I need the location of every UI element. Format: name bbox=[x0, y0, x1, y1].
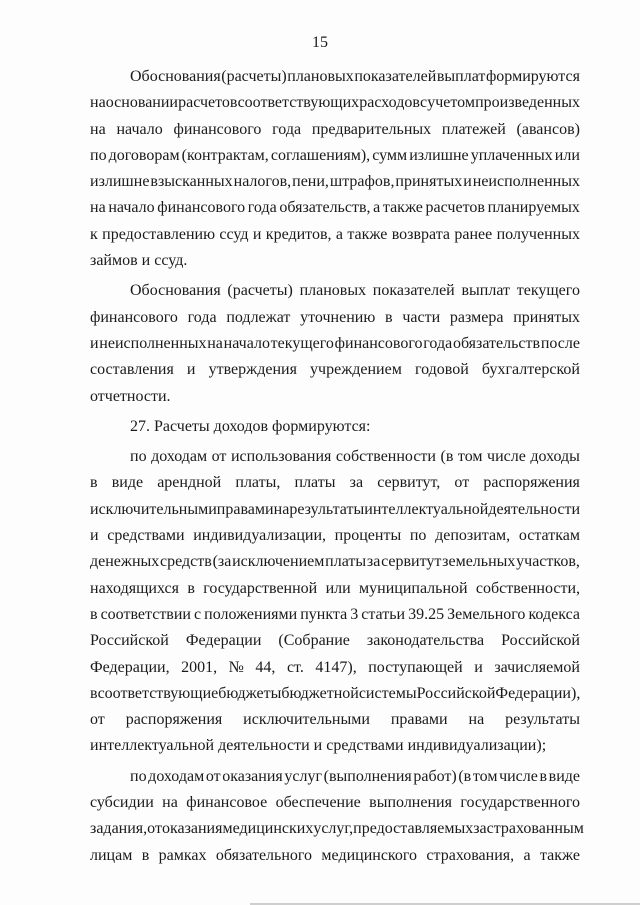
text-line bbox=[90, 707, 580, 733]
word: за bbox=[366, 553, 381, 571]
word: от bbox=[454, 474, 470, 492]
word: средствами bbox=[107, 527, 185, 545]
word: учреждением bbox=[310, 361, 402, 379]
word: в bbox=[141, 846, 150, 864]
text-line bbox=[90, 549, 580, 575]
text-line bbox=[90, 790, 580, 816]
word: арендной bbox=[157, 474, 222, 492]
text-line bbox=[90, 278, 580, 304]
word: исключительными bbox=[90, 500, 217, 518]
word: виде bbox=[111, 474, 144, 492]
word: обязательного bbox=[215, 846, 313, 864]
word: числе bbox=[487, 448, 526, 466]
word: года bbox=[247, 199, 277, 217]
word: бюджеты bbox=[218, 684, 282, 702]
word: уточнению bbox=[300, 308, 376, 326]
document-body bbox=[90, 64, 584, 869]
word: соответствующие bbox=[97, 684, 219, 702]
word: рамках bbox=[158, 846, 207, 864]
word: 39.25 bbox=[408, 605, 445, 623]
word: медицинского bbox=[321, 846, 418, 864]
word: государственной bbox=[203, 579, 318, 597]
text-line bbox=[90, 655, 580, 681]
word: взысканных bbox=[150, 173, 233, 191]
word: и bbox=[252, 225, 262, 243]
word: результаты bbox=[289, 500, 365, 518]
word: работ) bbox=[413, 767, 457, 785]
word: 44, bbox=[255, 658, 276, 676]
text-line bbox=[90, 576, 580, 602]
text-line bbox=[90, 470, 580, 496]
paragraph bbox=[90, 64, 580, 274]
word: статьи bbox=[361, 605, 406, 623]
word: результаты bbox=[505, 711, 580, 729]
word: кодекса bbox=[528, 605, 580, 623]
word: начало bbox=[223, 334, 270, 352]
word: принятых bbox=[513, 308, 580, 326]
word: предварительных bbox=[311, 120, 432, 138]
word: услуг bbox=[284, 767, 323, 785]
word: неисполненных bbox=[472, 173, 580, 191]
word: излишне bbox=[409, 146, 469, 164]
word: платежей bbox=[441, 120, 506, 138]
word: (Собрание bbox=[278, 632, 350, 650]
word: формируются bbox=[485, 68, 580, 85]
text-line bbox=[90, 628, 580, 654]
word: земельных bbox=[442, 553, 516, 571]
word: показателей bbox=[372, 282, 455, 300]
word: на bbox=[207, 334, 223, 352]
word: года bbox=[423, 334, 453, 352]
word: также bbox=[382, 199, 423, 217]
text-line: отчетности. bbox=[90, 387, 171, 405]
word: доходы bbox=[530, 448, 580, 466]
word: депозитам, bbox=[435, 527, 511, 545]
word: полученных bbox=[496, 225, 580, 243]
word: государственного bbox=[460, 794, 580, 812]
word: платы bbox=[325, 553, 367, 571]
word: Российской bbox=[416, 684, 496, 702]
word: денежных bbox=[90, 553, 160, 571]
word: предоставлению bbox=[102, 225, 216, 243]
word: от bbox=[90, 711, 105, 729]
word: (за bbox=[212, 553, 232, 571]
word: в bbox=[385, 308, 393, 326]
word: финансовое bbox=[186, 794, 268, 812]
word: по bbox=[130, 767, 147, 785]
word: плановых bbox=[287, 68, 354, 85]
word: и bbox=[90, 334, 99, 352]
word: части bbox=[402, 308, 441, 326]
word: размера bbox=[449, 308, 504, 326]
word: а bbox=[373, 199, 381, 217]
text-line bbox=[90, 169, 580, 195]
word: на bbox=[273, 500, 290, 518]
word: финансового bbox=[90, 308, 178, 326]
word: показателей bbox=[354, 68, 437, 85]
text-line bbox=[90, 602, 580, 628]
word: поступающей bbox=[368, 658, 463, 676]
word: (в bbox=[440, 448, 454, 466]
word: утверждения bbox=[208, 361, 297, 379]
text-line bbox=[90, 331, 580, 357]
text-line bbox=[90, 117, 580, 143]
word: годовой bbox=[414, 361, 469, 379]
word: и bbox=[90, 527, 99, 545]
word: текущего bbox=[270, 334, 334, 352]
word: финансового bbox=[157, 199, 246, 217]
word: положениями bbox=[204, 605, 298, 623]
word: ст. bbox=[286, 658, 304, 676]
word: находящихся bbox=[90, 579, 179, 597]
word: на bbox=[90, 94, 106, 112]
word: неисполненных bbox=[99, 334, 207, 352]
word: выполнения bbox=[369, 794, 452, 812]
word: и bbox=[463, 173, 472, 191]
word: от bbox=[205, 767, 221, 785]
word: на bbox=[468, 711, 485, 729]
word: также bbox=[539, 846, 580, 864]
word: подлежат bbox=[226, 308, 291, 326]
word: учетом bbox=[427, 94, 475, 112]
word: расчетов bbox=[178, 94, 238, 112]
word: муниципальной bbox=[359, 579, 468, 597]
word: штрафов, bbox=[329, 173, 395, 191]
word: субсидии bbox=[90, 794, 154, 812]
word: составления bbox=[90, 361, 174, 379]
word: собственности bbox=[335, 448, 436, 466]
word: 4147), bbox=[315, 658, 357, 676]
word: соглашениям), bbox=[270, 146, 371, 164]
word: собственности, bbox=[475, 579, 580, 597]
word: или bbox=[554, 146, 580, 164]
word: уплаченных bbox=[470, 146, 553, 164]
word: законодательства bbox=[366, 632, 485, 650]
word: а bbox=[335, 225, 343, 243]
word: (в bbox=[458, 767, 472, 785]
word: средств bbox=[160, 553, 212, 571]
word: налогов, bbox=[233, 173, 292, 191]
word: Российской bbox=[501, 632, 580, 650]
word: участков, bbox=[516, 553, 580, 571]
word: на bbox=[90, 120, 106, 138]
word: том bbox=[457, 448, 483, 466]
word: сумм bbox=[372, 146, 408, 164]
word: по bbox=[90, 146, 107, 164]
word: интеллектуальной bbox=[364, 500, 489, 518]
word: возврата bbox=[391, 225, 450, 243]
word: числе bbox=[499, 767, 538, 785]
word: основании bbox=[105, 94, 178, 112]
word: бухгалтерской bbox=[481, 361, 580, 379]
word: Обоснования bbox=[130, 68, 221, 85]
text-line bbox=[90, 843, 580, 869]
text-line: 27. Расчеты доходов формируются: bbox=[130, 417, 371, 435]
word: на bbox=[162, 794, 178, 812]
word: распоряжения bbox=[125, 711, 223, 729]
word: после bbox=[540, 334, 580, 352]
word: года bbox=[187, 308, 217, 326]
word: исключительными bbox=[243, 711, 370, 729]
text-line bbox=[90, 64, 580, 90]
word: начало bbox=[116, 120, 163, 138]
word: и bbox=[474, 658, 483, 676]
word: плановых bbox=[299, 282, 367, 300]
word: начало bbox=[108, 199, 155, 217]
word: ранее bbox=[454, 225, 493, 243]
word: Федерации bbox=[185, 632, 262, 650]
word: платы bbox=[294, 474, 336, 492]
text-line bbox=[90, 305, 580, 331]
word: от bbox=[147, 820, 162, 838]
word: от bbox=[211, 448, 227, 466]
word: (авансов) bbox=[516, 120, 580, 138]
text-line bbox=[90, 143, 580, 169]
word: исключением bbox=[232, 553, 325, 571]
word: обязательств bbox=[452, 334, 541, 352]
word: правами bbox=[390, 711, 448, 729]
word: № bbox=[228, 658, 244, 676]
word: страхования, bbox=[426, 846, 515, 864]
word: расчетов bbox=[425, 199, 485, 217]
word: сервитут, bbox=[377, 474, 441, 492]
page-number: 15 bbox=[312, 34, 328, 51]
word: медицинских bbox=[222, 820, 314, 838]
text-line bbox=[90, 90, 580, 116]
word: системы bbox=[358, 684, 417, 702]
word: услуг, bbox=[313, 820, 354, 838]
text-line bbox=[90, 195, 580, 221]
word: по bbox=[130, 448, 147, 466]
paragraph bbox=[90, 278, 580, 409]
word: Федерации, bbox=[90, 658, 170, 676]
text-line bbox=[90, 222, 580, 248]
word: индивидуализации, bbox=[193, 527, 327, 545]
text-line bbox=[90, 523, 580, 549]
word: оказания bbox=[222, 767, 283, 785]
word: предоставляемых bbox=[353, 820, 474, 838]
text-line: займов и ссуд. bbox=[90, 252, 188, 270]
word: сервитут bbox=[381, 553, 442, 571]
word: Федерации), bbox=[495, 684, 581, 702]
word: оказания bbox=[161, 820, 223, 838]
word: кредитов, bbox=[265, 225, 332, 243]
word: бюджетной bbox=[281, 684, 359, 702]
word: произведенных bbox=[475, 94, 580, 112]
word: соответствии bbox=[100, 605, 191, 623]
word: в bbox=[90, 474, 98, 492]
paragraph bbox=[90, 444, 580, 760]
word: финансового bbox=[334, 334, 423, 352]
word: в bbox=[539, 767, 548, 785]
text-line bbox=[90, 497, 580, 523]
word: выплат bbox=[461, 282, 510, 300]
word: пени, bbox=[292, 173, 329, 191]
word: задания, bbox=[90, 820, 148, 838]
word: зачисляемой bbox=[494, 658, 580, 676]
word: использования bbox=[230, 448, 332, 466]
word: по bbox=[409, 527, 427, 545]
word: в bbox=[187, 579, 195, 597]
word: (выполнения bbox=[323, 767, 412, 785]
word: платы, bbox=[235, 474, 281, 492]
word: также bbox=[347, 225, 388, 243]
word: 3 bbox=[350, 605, 359, 623]
word: 2001, bbox=[181, 658, 218, 676]
paragraph bbox=[90, 414, 580, 440]
word: (расчеты) bbox=[221, 68, 287, 85]
word: планируемых bbox=[487, 199, 580, 217]
word: а bbox=[523, 846, 531, 864]
word: на bbox=[90, 199, 106, 217]
word: или bbox=[325, 579, 351, 597]
text-line: интеллектуальной деятельности и средствами индивидуализации); bbox=[90, 737, 547, 755]
word: проценты bbox=[334, 527, 402, 545]
word: соответствующих bbox=[237, 94, 360, 112]
word: ссуд bbox=[219, 225, 249, 243]
text-line bbox=[90, 357, 580, 383]
word: принятых bbox=[395, 173, 463, 191]
word: за bbox=[349, 474, 364, 492]
text-line bbox=[90, 681, 580, 707]
text-line bbox=[90, 444, 580, 470]
word: лицам bbox=[90, 846, 133, 864]
word: финансового bbox=[173, 120, 262, 138]
word: застрахованным bbox=[473, 820, 584, 838]
word: в bbox=[90, 605, 98, 623]
word: виде bbox=[548, 767, 580, 785]
word: и bbox=[186, 361, 196, 379]
word: Обоснования bbox=[130, 282, 221, 300]
word: к bbox=[90, 225, 98, 243]
word: пункта bbox=[300, 605, 348, 623]
word: том bbox=[472, 767, 498, 785]
word: излишне bbox=[90, 173, 150, 191]
word: Российской bbox=[90, 632, 169, 650]
word: с bbox=[420, 94, 428, 112]
word: расходов bbox=[359, 94, 420, 112]
text-line bbox=[90, 764, 580, 790]
word: распоряжения bbox=[483, 474, 580, 492]
paragraph bbox=[90, 764, 584, 869]
word: текущего bbox=[516, 282, 580, 300]
word: года bbox=[272, 120, 302, 138]
word: в bbox=[90, 684, 98, 702]
word: доходам bbox=[151, 448, 208, 466]
word: правами bbox=[216, 500, 274, 518]
word: остаткам bbox=[518, 527, 580, 545]
word: выплат bbox=[436, 68, 486, 85]
word: договорам bbox=[108, 146, 180, 164]
word: (контрактам, bbox=[181, 146, 269, 164]
word: деятельности bbox=[488, 500, 580, 518]
word: доходам bbox=[148, 767, 205, 785]
word: (расчеты) bbox=[227, 282, 293, 300]
word: обязательств, bbox=[279, 199, 371, 217]
word: обеспечение bbox=[275, 794, 361, 812]
text-line bbox=[90, 816, 584, 842]
word: с bbox=[194, 605, 202, 623]
word: Земельного bbox=[447, 605, 526, 623]
